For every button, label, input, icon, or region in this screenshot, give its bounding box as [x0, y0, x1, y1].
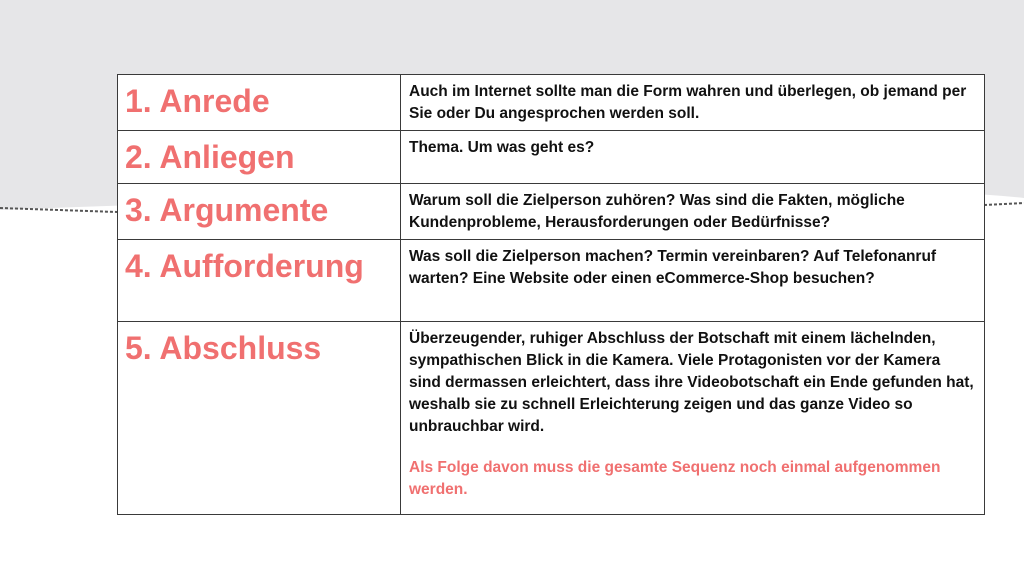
step-title: 3. Argumente: [125, 192, 329, 228]
step-description: Überzeugender, ruhiger Abschluss der Botschaft mit einem lächelnden, sympathischen Blick in die Kamera. Viele Protagonisten vor der Kamera sind dermassen erleichtert, dass ihre Videobotschaft ein Ende gefunden hat, weshalb sie zu schnell Erleichterung zeigen und das ganze Video so unbrauchbar wird.: [409, 330, 974, 435]
table-row: [118, 131, 985, 184]
steps-table: [117, 74, 985, 515]
step-title: 4. Aufforderung: [125, 248, 364, 284]
table-row: [118, 75, 985, 131]
step-description-cell: [401, 240, 985, 322]
step-title: 2. Anliegen: [125, 139, 295, 175]
step-title-cell: [118, 322, 401, 515]
step-description: Warum soll die Zielperson zuhören? Was sind die Fakten, mögliche Kundenprobleme, Herausforderungen oder Bedürfnisse?: [409, 192, 905, 231]
step-title: 5. Abschluss: [125, 330, 322, 366]
step-description-cell: [401, 184, 985, 240]
step-description-cell: [401, 322, 985, 515]
step-note: Als Folge davon muss die gesamte Sequenz noch einmal aufgenommen werden.: [409, 459, 941, 498]
table-row: [118, 240, 985, 322]
step-description: Was soll die Zielperson machen? Termin vereinbaren? Auf Telefonanruf warten? Eine Website oder einen eCommerce-Shop besuchen?: [409, 248, 937, 287]
step-title: 1. Anrede: [125, 83, 270, 119]
step-title-cell: [118, 75, 401, 131]
table-row: [118, 322, 985, 515]
table-row: [118, 184, 985, 240]
step-description: Auch im Internet sollte man die Form wahren und überlegen, ob jemand per Sie oder Du angesprochen werden soll.: [409, 83, 967, 122]
step-title-cell: [118, 131, 401, 184]
step-title-cell: [118, 184, 401, 240]
step-description-cell: [401, 75, 985, 131]
step-description-cell: [401, 131, 985, 184]
step-description: Thema. Um was geht es?: [409, 139, 595, 156]
step-title-cell: [118, 240, 401, 322]
